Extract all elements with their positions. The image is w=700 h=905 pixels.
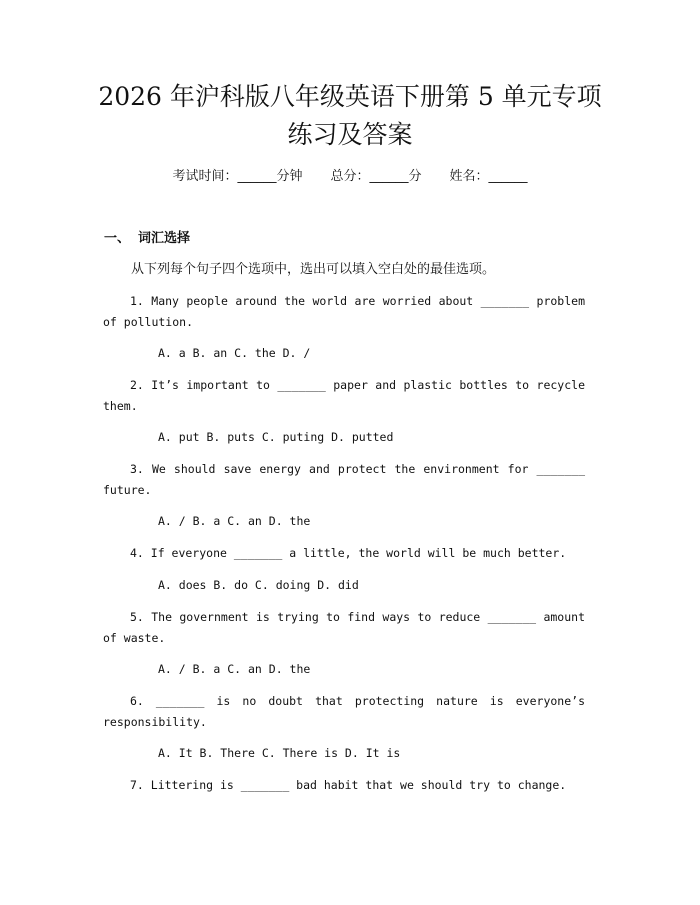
section-title: 词汇选择 — [138, 231, 191, 246]
document-title — [60, 78, 640, 154]
question-1: 1. Many people around the world are worried about _______ problem of pollution. — [103, 294, 585, 329]
question-7: 7. Littering is _______ bad habit that we should try to change. — [130, 778, 567, 792]
question-1-options: A. a B. an C. the D. / — [158, 346, 311, 360]
total-score-field: 总分：______分 — [330, 169, 422, 184]
question-3: 3. We should save energy and protect the environment for _______ future. — [103, 462, 585, 497]
question-6: 6. _______ is no doubt that protecting nature is everyone’s responsibility. — [103, 694, 585, 729]
question-3-options: A. / B. a C. an D. the — [158, 514, 311, 528]
question-2-options: A. put B. puts C. puting D. putted — [158, 430, 394, 444]
exam-info — [60, 167, 640, 187]
question-5-options: A. / B. a C. an D. the — [158, 662, 311, 676]
question-2: 2. It’s important to _______ paper and plastic bottles to recycle them. — [103, 378, 585, 413]
question-4-options: A. does B. do C. doing D. did — [158, 578, 359, 592]
title-line-2: 练习及答案 — [287, 120, 413, 149]
section-number: 一、 — [104, 231, 131, 246]
section-heading — [104, 229, 190, 249]
question-5: 5. The government is trying to find ways to reduce _______ amount of waste. — [103, 610, 585, 645]
question-4: 4. If everyone _______ a little, the world will be much better. — [130, 546, 567, 560]
title-line-1: 2026 年沪科版八年级英语下册第 5 单元专项 — [98, 82, 602, 111]
student-name-field: 姓名：______ — [449, 169, 528, 184]
section-instruction: 从下列每个句子四个选项中，选出可以填入空白处的最佳选项。 — [131, 262, 496, 277]
question-6-options: A. It B. There C. There is D. It is — [158, 746, 401, 760]
exam-time-field: 考试时间：______分钟 — [172, 169, 303, 184]
